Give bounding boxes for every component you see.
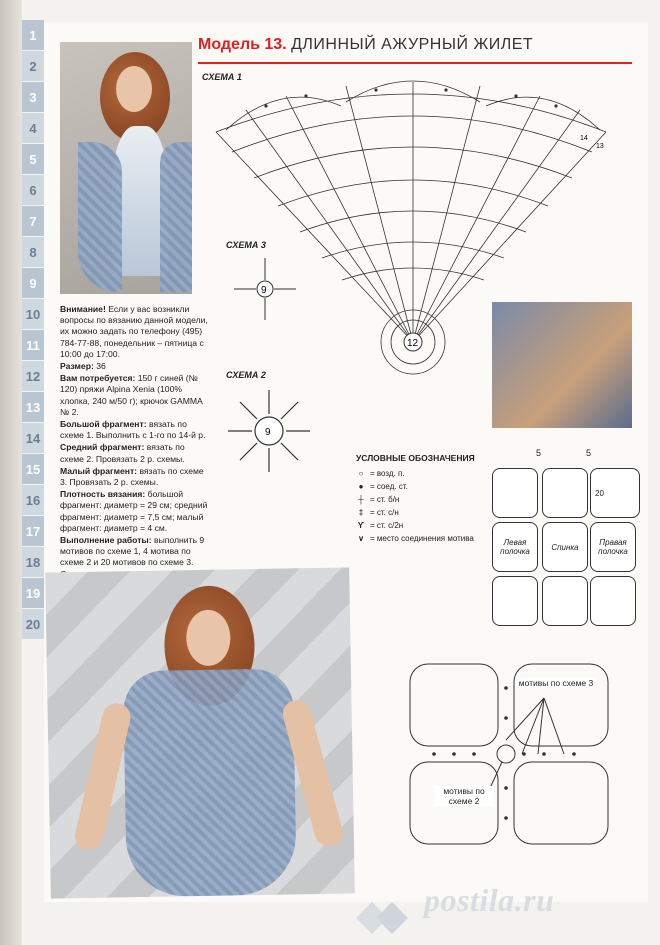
page-edge bbox=[0, 0, 22, 945]
page-tab: 3 bbox=[22, 82, 44, 112]
schema-3-center-label: 9 bbox=[261, 285, 267, 296]
model-number: Модель 13 bbox=[198, 36, 283, 53]
page-tab: 18 bbox=[22, 547, 44, 577]
page-tab: 14 bbox=[22, 423, 44, 453]
page-tab: 7 bbox=[22, 206, 44, 236]
legend-text: = ст. б/н bbox=[370, 495, 400, 504]
legend-title: УСЛОВНЫЕ ОБОЗНАЧЕНИЯ bbox=[356, 453, 475, 463]
schema-3-label: СХЕМА 3 bbox=[226, 240, 266, 250]
motifs-scheme-3-label: мотивы по схеме 3 bbox=[516, 678, 596, 688]
page-tab: 16 bbox=[22, 485, 44, 515]
page-tab: 13 bbox=[22, 392, 44, 422]
motifs-scheme-2-label: мотивы по схеме 2 bbox=[434, 786, 494, 806]
legend-text: = ст. с/2н bbox=[370, 521, 404, 530]
vest-left-panel bbox=[78, 142, 122, 292]
page-tab: 5 bbox=[22, 144, 44, 174]
page-tab: 9 bbox=[22, 268, 44, 298]
layout-cell bbox=[492, 576, 538, 626]
schema-1-label: СХЕМА 1 bbox=[202, 72, 242, 82]
page-tab: 15 bbox=[22, 454, 44, 484]
watermark-text: postila.ru bbox=[424, 882, 555, 918]
row-14-label: 14 bbox=[580, 135, 588, 142]
layout-cell-20 bbox=[590, 468, 640, 518]
schema-2-center-label: 9 bbox=[265, 427, 271, 438]
top-photo bbox=[60, 42, 192, 294]
article-title: ДЛИННЫЙ АЖУРНЫЙ ЖИЛЕТ bbox=[291, 36, 534, 53]
legend-item bbox=[356, 493, 486, 506]
legend-text: = место соединения мотива bbox=[370, 534, 474, 543]
legend-text: = возд. п. bbox=[370, 469, 405, 478]
vest-layout-scheme bbox=[490, 448, 640, 634]
detail-photo bbox=[492, 302, 632, 428]
page-tab: 11 bbox=[22, 330, 44, 360]
schema-2-label: СХЕМА 2 bbox=[226, 370, 266, 380]
page-tab: 17 bbox=[22, 516, 44, 546]
legend-item bbox=[356, 519, 486, 532]
vest-right-panel bbox=[160, 142, 192, 292]
schema-1-center-label: 12 bbox=[407, 338, 419, 349]
page-tab: 20 bbox=[22, 609, 44, 639]
legend-symbol: ϒ bbox=[357, 521, 365, 530]
legend-text: = ст. с/н bbox=[370, 508, 399, 517]
legend-item bbox=[356, 480, 486, 493]
bottom-photo bbox=[45, 567, 355, 898]
vest-back bbox=[123, 668, 297, 897]
watermark-logo bbox=[352, 898, 412, 938]
row-13-label: 13 bbox=[596, 143, 604, 150]
schema-3-diagram bbox=[232, 256, 298, 322]
layout-cell bbox=[542, 576, 588, 626]
right-front-cell: Правая полочка bbox=[590, 522, 636, 572]
back-cell: Спинка bbox=[542, 522, 588, 572]
dim-5-left: 5 bbox=[536, 448, 542, 458]
legend-symbol: ● bbox=[358, 482, 364, 491]
left-front-cell: Левая полочка bbox=[492, 522, 538, 572]
legend-symbol: ‡ bbox=[358, 508, 364, 517]
legend-text: = соед. ст. bbox=[370, 482, 408, 491]
dim-20: 20 bbox=[595, 488, 604, 498]
page-tab: 8 bbox=[22, 237, 44, 267]
symbol-legend bbox=[356, 452, 486, 545]
page-tab: 12 bbox=[22, 361, 44, 391]
page-index-tabs bbox=[22, 20, 44, 640]
legend-item bbox=[356, 506, 486, 519]
page-tab: 1 bbox=[22, 20, 44, 50]
page-tab: 6 bbox=[22, 175, 44, 205]
layout-cell bbox=[542, 468, 588, 518]
legend-symbol: ┼ bbox=[358, 495, 364, 504]
legend-symbol: ∨ bbox=[358, 534, 364, 543]
page-tab: 10 bbox=[22, 299, 44, 329]
article-header: Модель 13. ДЛИННЫЙ АЖУРНЫЙ ЖИЛЕТ bbox=[198, 36, 632, 64]
schema-2-diagram bbox=[224, 386, 314, 476]
page-tab: 2 bbox=[22, 51, 44, 81]
instructions-text: Внимание! Если у вас возникли вопросы по вязанию данной модели, их можно задать по телефону (495) 784-77-88, понедельник – пятница с 10:00 до 17:00. Размер: 36 Вам потребуется: 150 г синей (№ 120) пряжи Alpina Xenia (100% хлопка, 240 м/50 г); крючок GAMMA № 2. Большой фрагмент: вязать по схеме 1. Выполнить с 1-го по 14-й р. Средний фрагмент: вязать по схеме 2. Провязать 2 р. схемы. Малый фрагмент: вязать по схеме 3. Провязать 2 р. схемы. Плотность вязания: большой фрагмент: диаметр = 29 см; средний фрагмент: диаметр = 7,5 см; малый фрагмент: диаметр = 4 см. Выполнение работы: выполнить 9 мотивов по схеме 1, 4 мотива по схеме 2 и 20 мотивов по схеме 3. bbox=[60, 304, 208, 568]
face bbox=[116, 66, 152, 112]
layout-cell bbox=[492, 468, 538, 518]
layout-cell bbox=[590, 576, 636, 626]
legend-item bbox=[356, 532, 486, 545]
dim-5-right: 5 bbox=[586, 448, 592, 458]
page-tab: 19 bbox=[22, 578, 44, 608]
legend-symbol: ○ bbox=[358, 469, 364, 478]
legend-item bbox=[356, 467, 486, 480]
page-tab: 4 bbox=[22, 113, 44, 143]
